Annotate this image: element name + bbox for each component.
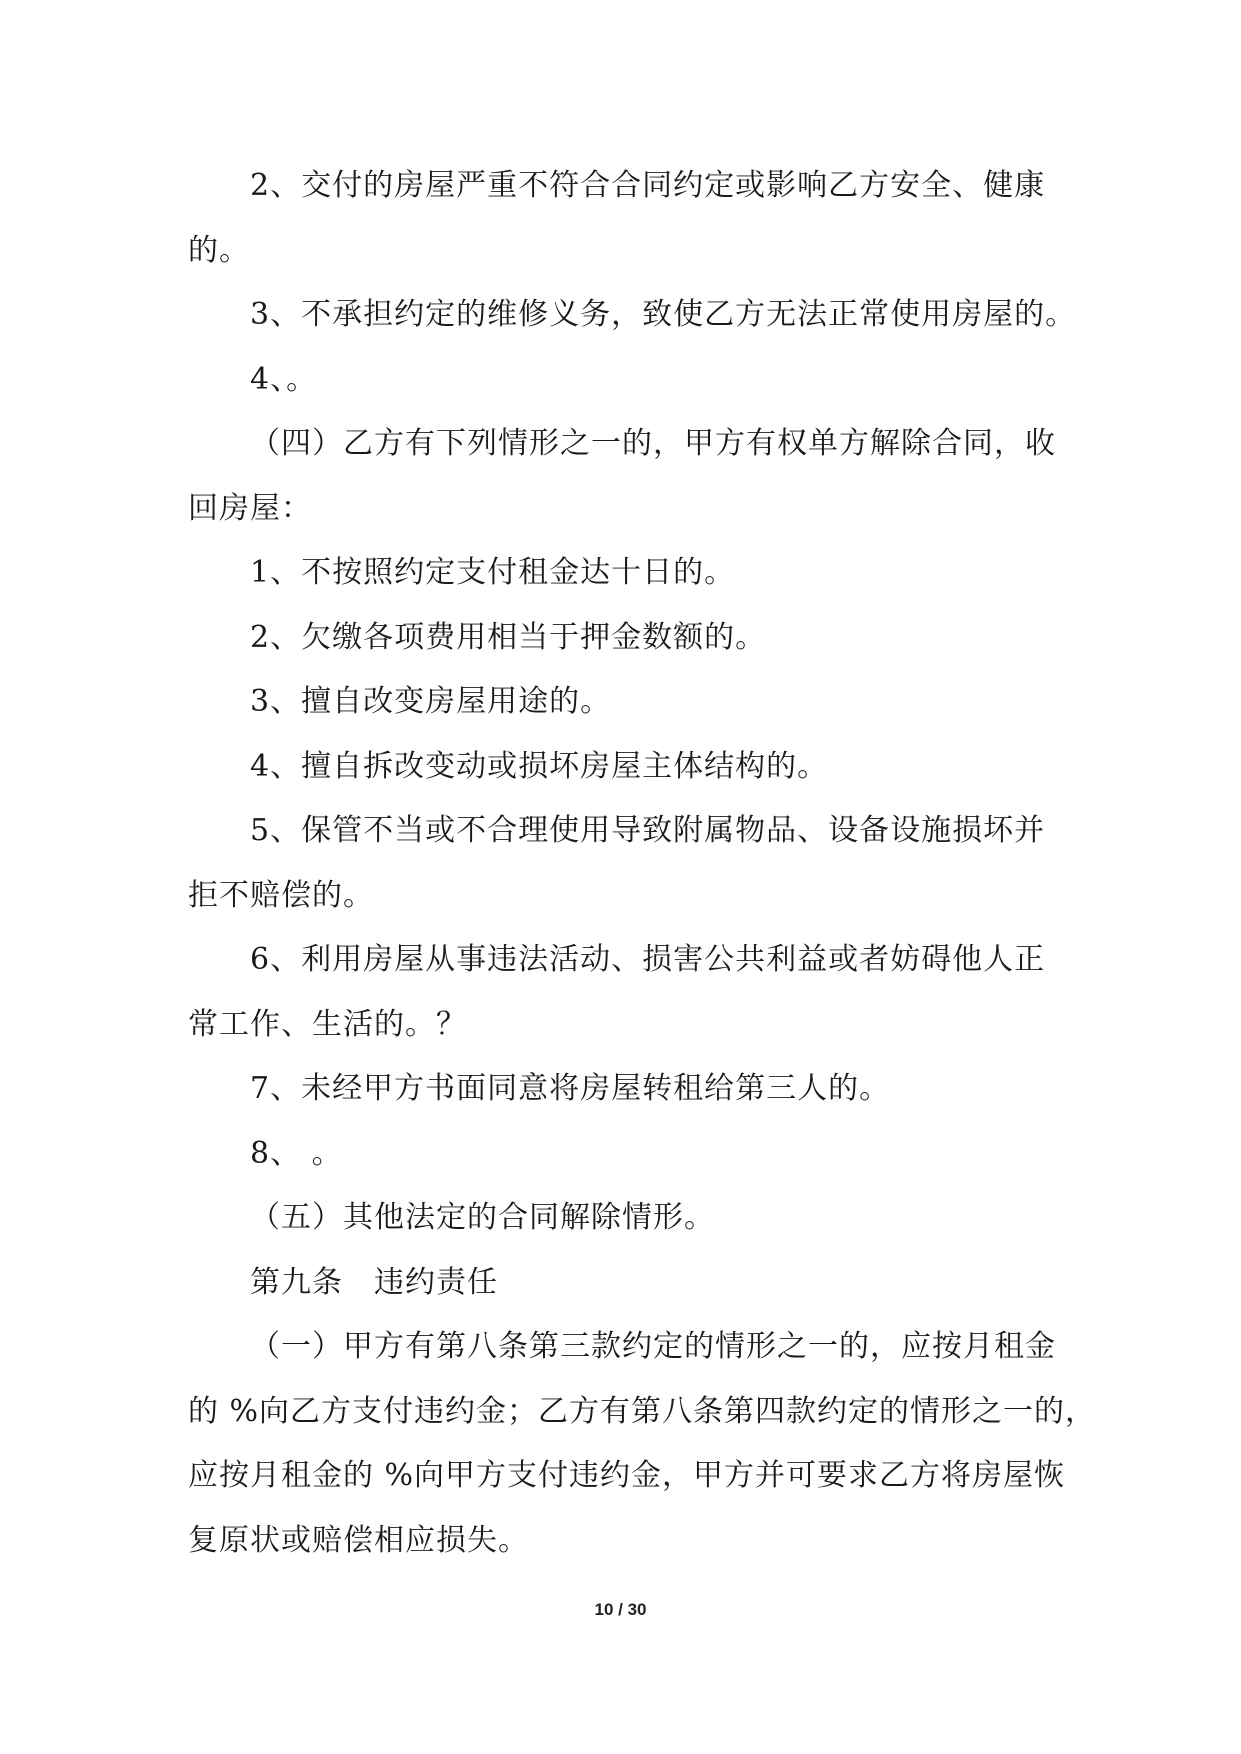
text-line: 2、交付的房屋严重不符合合同约定或影响乙方安全、健康	[250, 168, 1046, 203]
document-body	[188, 154, 1097, 1573]
section-heading: （四）乙方有下列情形之一的，甲方有权单方解除合同，收	[250, 426, 1056, 461]
text-line: 2、欠缴各项费用相当于押金数额的。	[250, 619, 767, 655]
text-line: 回房屋：	[188, 490, 312, 526]
text-line: 的 %向乙方支付违约金；乙方有第八条第四款约定的情形之一的，	[188, 1393, 1097, 1429]
text-line: 8、 。	[250, 1135, 343, 1171]
text-line: 7、未经甲方书面同意将房屋转租给第三人的。	[250, 1071, 891, 1106]
page-number: 10 / 30	[594, 1600, 647, 1619]
text-line: 拒不赔偿的。	[188, 877, 374, 913]
article-heading: 第九条 违约责任	[250, 1264, 498, 1300]
text-line: 1、不按照约定支付租金达十日的。	[250, 555, 736, 590]
text-line: 复原状或赔偿相应损失。	[188, 1522, 529, 1558]
text-line: 的。	[188, 232, 250, 268]
text-line: 常工作、生活的。？	[188, 1006, 467, 1042]
text-line: （一）甲方有第八条第三款约定的情形之一的，应按月租金	[250, 1329, 1056, 1364]
text-line: 5、保管不当或不合理使用导致附属物品、设备设施损坏并	[250, 813, 1046, 848]
text-line: 4、擅自拆改变动或损坏房屋主体结构的。	[250, 748, 829, 784]
text-line: 6、利用房屋从事违法活动、损害公共利益或者妨碍他人正	[250, 942, 1046, 977]
text-line: 应按月租金的 %向甲方支付违约金，甲方并可要求乙方将房屋恢	[188, 1458, 1066, 1493]
text-line: 4、。	[250, 361, 318, 397]
text-line: 3、不承担约定的维修义务，致使乙方无法正常使用房屋的。	[250, 297, 1077, 332]
section-heading: （五）其他法定的合同解除情形。	[250, 1200, 715, 1235]
text-line: 3、擅自改变房屋用途的。	[250, 684, 612, 719]
